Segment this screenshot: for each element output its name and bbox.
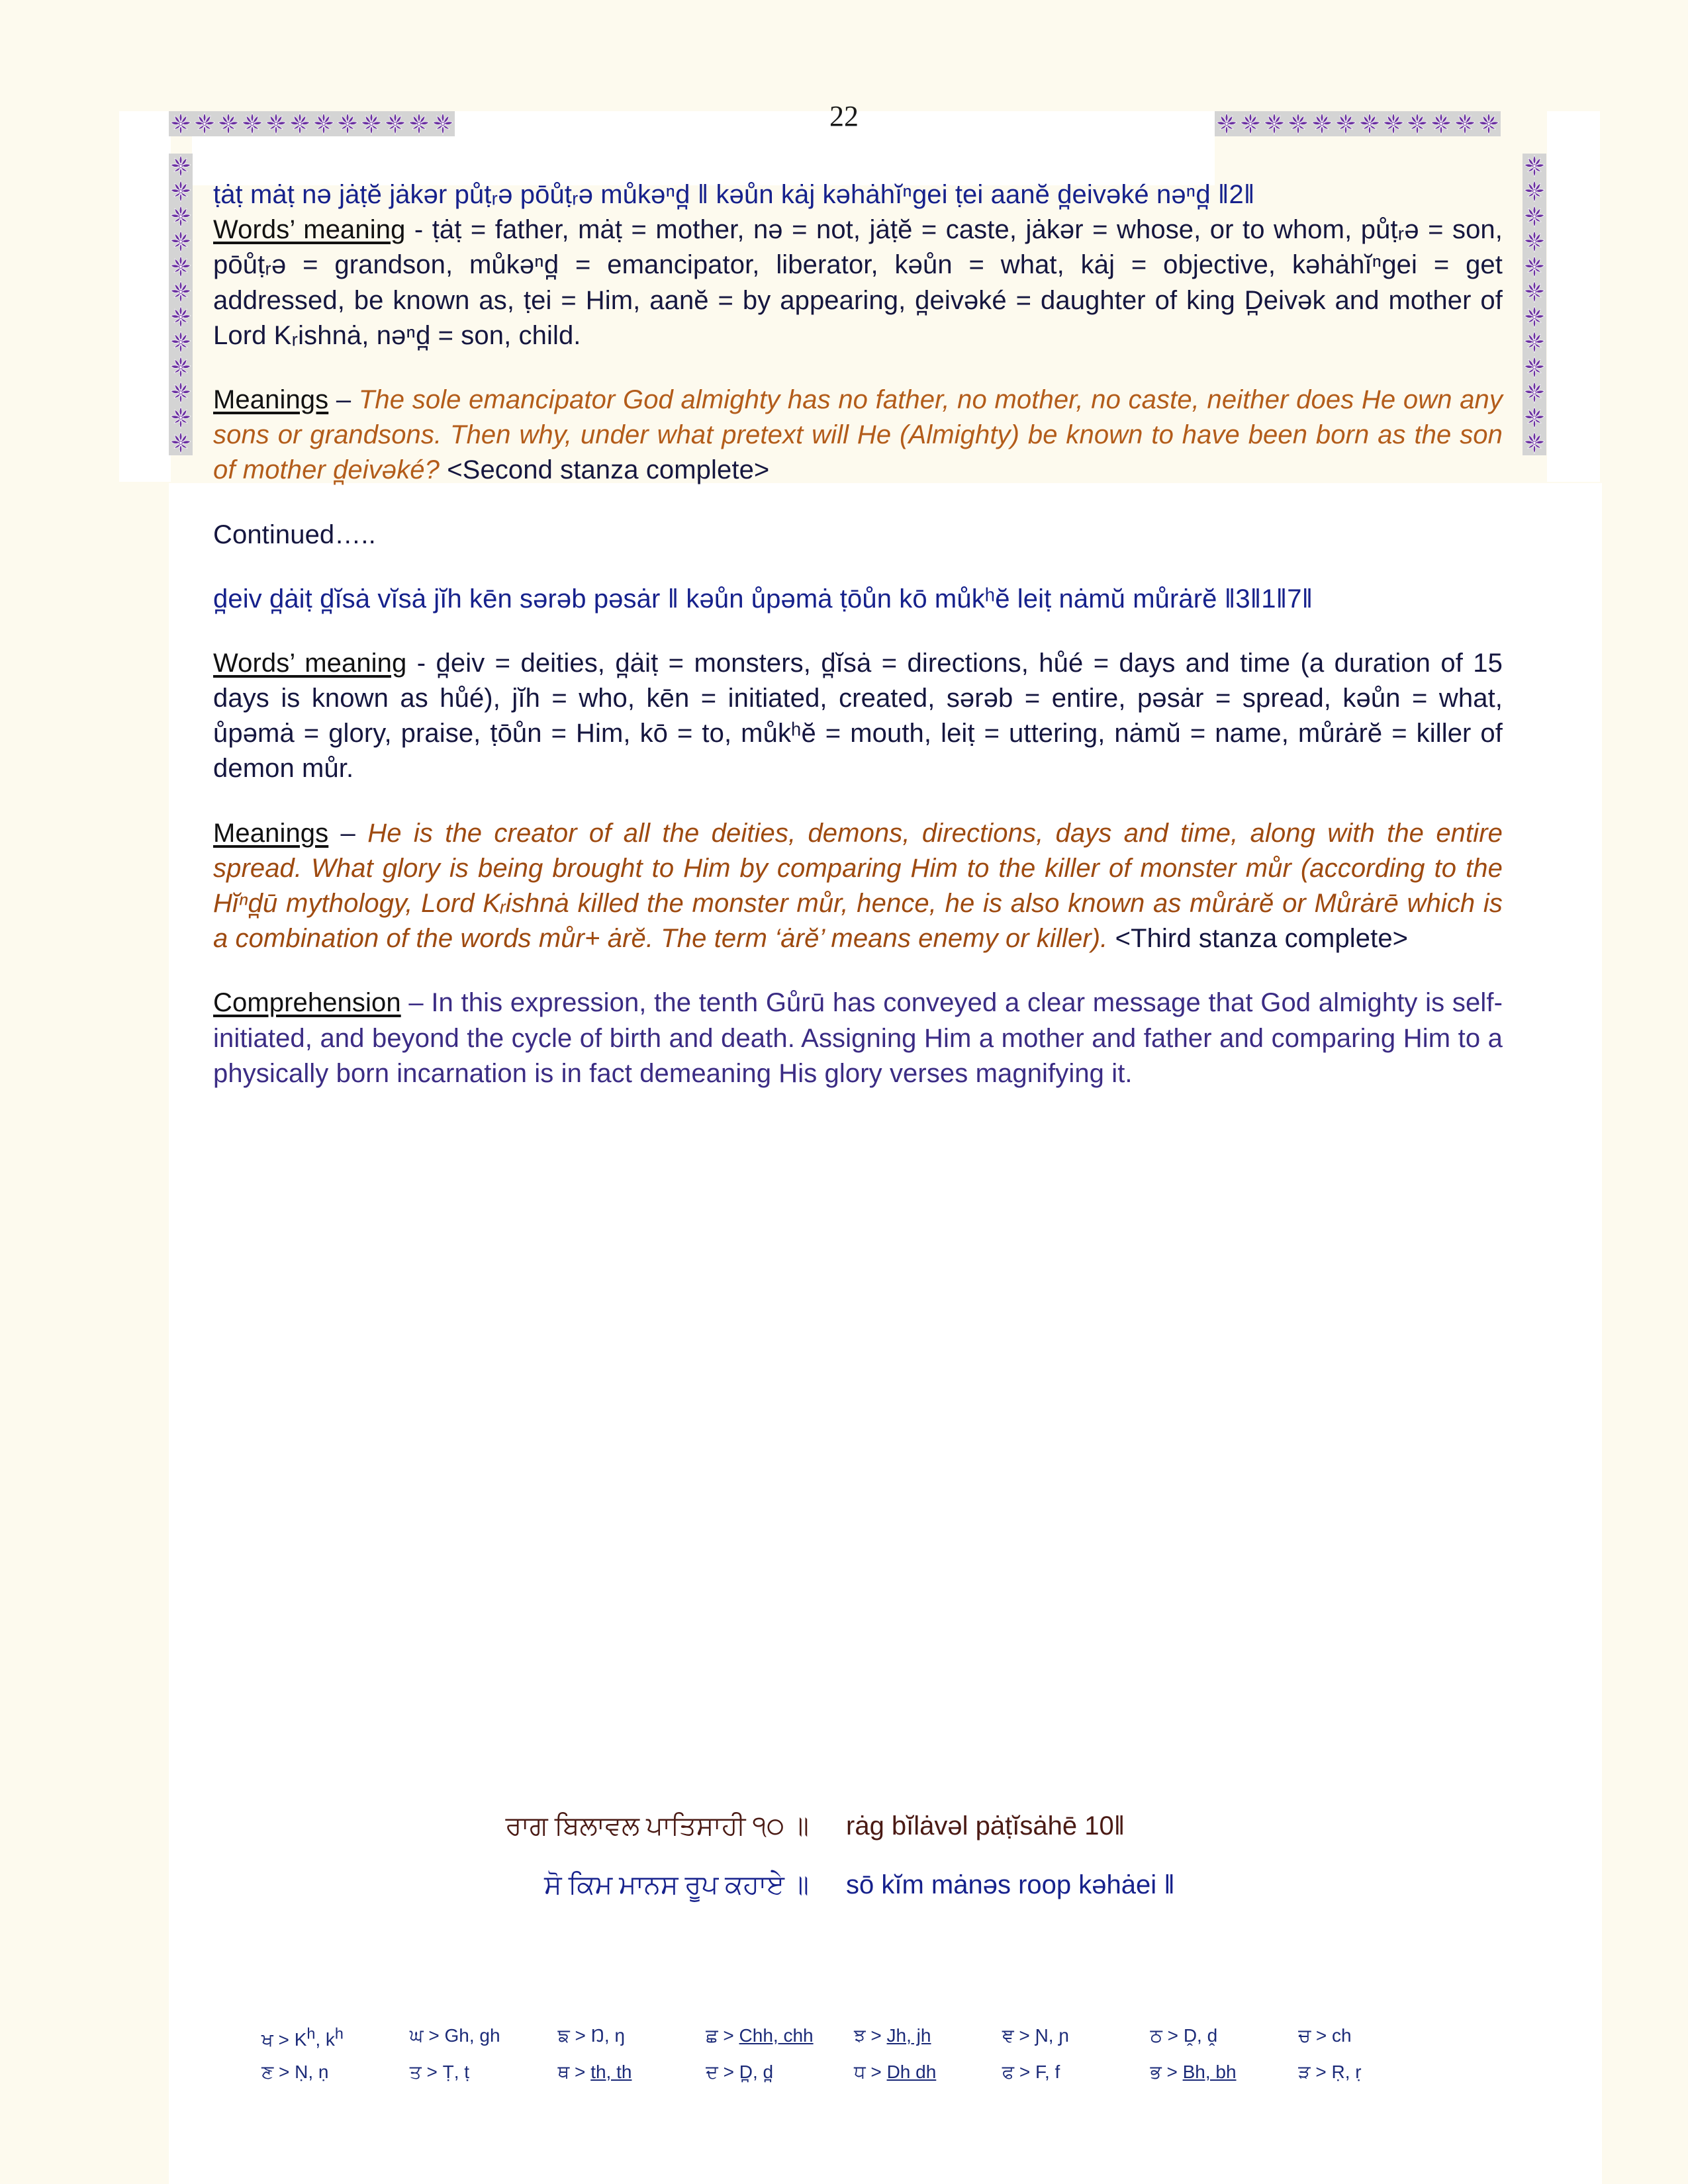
couplet-gurmukhi: ਰਾਗ ਬਿਲਾਵਲ ਪਾਤਿਸਾਹੀ ੧੦ ॥: [505, 1811, 809, 1841]
ornament-border-right: [1523, 154, 1546, 455]
meanings-label-2: Meanings: [213, 818, 329, 848]
legend-entry: [410, 2062, 558, 2083]
ornament-tile: [1523, 355, 1546, 380]
legend-gurmukhi: ਙ: [557, 2025, 570, 2046]
couplet-transliteration: sō kĭm mȧnəs roop kəhȧei ǁ: [846, 1870, 1175, 1899]
legend-entry: [558, 2062, 706, 2083]
legend-roman: Ṇ, ṇ: [295, 2062, 329, 2083]
ornament-tile: [169, 330, 193, 355]
meanings-tail-2: <Third stanza complete>: [1107, 924, 1409, 954]
legend-arrow: >: [718, 2062, 739, 2083]
legend-arrow: >: [421, 2062, 443, 2083]
legend-gurmukhi: ੜ: [1298, 2062, 1311, 2083]
stanza3-meanings: [213, 816, 1503, 957]
stanza2-meanings: [213, 383, 1503, 488]
legend-entry: [1002, 2062, 1150, 2083]
legend-roman: Ḓ, ḓ: [1183, 2025, 1218, 2046]
meanings-dash-2: –: [328, 818, 368, 848]
legend-arrow: >: [273, 2029, 295, 2050]
legend-arrow: >: [1311, 2025, 1333, 2046]
comprehension-dash: –: [400, 988, 432, 1018]
legend-roman: Chh, chh: [739, 2025, 814, 2046]
meanings-body-2: He is the creator of all the deities, demons, directions, days and time, along with the entire spread. What glory is being brought to Him by comparing Him to the killer of monster můr (according to the Hĭⁿd̪ū mythology, Lord Kᵣishnȧ killed the monster můr, hence, he is also known as můrȧrĕ or Můrȧrē which is a combination of the words můr+ ȧrĕ. The term ‘ȧrĕ’ means enemy or killer).: [213, 818, 1503, 954]
legend-gurmukhi: ਞ: [1002, 2025, 1014, 2046]
ornament-tile: [1523, 405, 1546, 430]
couplet-row: [213, 1869, 1503, 1900]
comprehension-body: In this expression, the tenth Gůrū has conveyed a clear message that God almighty is self-initiated, and beyond the cycle of birth and death. Assigning Him a mother and father and comparing Him to a physically born incarnation is in fact demeaning His glory verses magnifying it.: [213, 988, 1503, 1088]
legend-gurmukhi: ਚ: [1298, 2025, 1311, 2046]
legend-arrow: >: [569, 2062, 591, 2083]
legend-roman: Ɲ, ɲ: [1035, 2025, 1069, 2046]
transliteration-legend: [261, 2025, 1446, 2083]
continued-note: [213, 518, 1503, 553]
legend-entry: [706, 2062, 854, 2083]
legend-entry: [1150, 2062, 1299, 2083]
legend-arrow: >: [865, 2062, 887, 2083]
legend-arrow: >: [718, 2025, 739, 2046]
ornament-tile: [169, 279, 193, 304]
legend-gurmukhi: ਥ: [557, 2062, 570, 2083]
legend-gurmukhi: ਠ: [1150, 2025, 1162, 2046]
ornament-tile: [1523, 229, 1546, 254]
legend-arrow: >: [1161, 2062, 1183, 2083]
ornament-tile: [169, 229, 193, 254]
legend-arrow: >: [865, 2025, 887, 2046]
legend-gurmukhi: ਣ: [261, 2062, 274, 2083]
legend-entry: [1150, 2025, 1299, 2051]
legend-roman: th, th: [590, 2062, 632, 2083]
meanings-label: Meanings: [213, 385, 329, 414]
legend-arrow: >: [1310, 2062, 1332, 2083]
stanza3-verse: [213, 582, 1503, 617]
legend-roman: F, f: [1035, 2062, 1060, 2083]
legend-roman: Ŋ, ŋ: [590, 2025, 625, 2046]
ornament-tile: [169, 380, 193, 405]
legend-entry: [854, 2062, 1002, 2083]
stanza3-words-meaning: [213, 646, 1503, 787]
legend-gurmukhi: ਧ: [854, 2062, 866, 2083]
legend-roman: Ṭ, ṭ: [442, 2062, 470, 2083]
couplet-transliteration: rȧg bĭlȧvəl pȧṭĭsȧhē 10ǁ: [846, 1811, 1125, 1841]
legend-gurmukhi: ਛ: [706, 2025, 718, 2046]
meanings-tail: <Second stanza complete>: [440, 455, 770, 485]
ornament-tile: [169, 355, 193, 380]
ornament-tile: [1523, 279, 1546, 304]
legend-gurmukhi: ਘ: [409, 2025, 424, 2046]
ornament-tile: [169, 179, 193, 204]
legend-entry: [558, 2025, 706, 2051]
legend-row: [261, 2062, 1446, 2083]
ornament-tile: [169, 304, 193, 330]
comprehension-block: [213, 985, 1503, 1091]
page-number: 22: [829, 100, 859, 132]
legend-gurmukhi: ਭ: [1150, 2062, 1162, 2083]
continued-text: Continued…..: [213, 520, 376, 549]
legend-entry: [261, 2025, 410, 2051]
ornament-tile: [1523, 204, 1546, 229]
ornament-tile: [169, 430, 193, 455]
couplet-block: [213, 1810, 1503, 1900]
couplet-row: [213, 1810, 1503, 1841]
words-meaning-label-2: Words’ meaning: [213, 648, 407, 678]
words-meaning-body-2: - d̪eiv = deities, d̪ȧiṭ = monsters, d̪ĭsȧ = directions, hůé = days and time (a duration of 15 days is known as hůé), jĭh = who, kēn = initiated, created, sərəb = entire, pəsȧr = spread, kəůn = what, ůpəmȧ = glory, praise, ṭōůn = Him, kō = to, můkʰĕ = mouth, leiṭ = uttering, nȧmŭ = name, můrȧrĕ = killer of demon můr.: [213, 648, 1503, 784]
comprehension-label: Comprehension: [213, 988, 401, 1018]
ornament-tile: [169, 405, 193, 430]
legend-entry: [1298, 2025, 1446, 2051]
ornament-tile: [1523, 330, 1546, 355]
legend-entry: [1298, 2062, 1446, 2083]
legend-roman: Jh, jh: [886, 2025, 931, 2046]
border-mask-left: [119, 111, 171, 482]
legend-entry: [410, 2025, 558, 2051]
legend-gurmukhi: ਤ: [409, 2062, 422, 2083]
legend-gurmukhi: ਝ: [854, 2025, 866, 2046]
legend-arrow: >: [273, 2062, 295, 2083]
words-meaning-label: Words’ meaning: [213, 215, 406, 245]
ornament-tile: [169, 254, 193, 279]
meanings-dash: –: [328, 385, 359, 414]
legend-arrow: >: [1013, 2025, 1035, 2046]
legend-arrow: >: [569, 2025, 591, 2046]
legend-roman: Gh, gh: [444, 2025, 500, 2046]
legend-arrow: >: [423, 2025, 445, 2046]
ornament-tile: [1523, 154, 1546, 179]
ornament-tile: [1523, 254, 1546, 279]
words-meaning-body: - ṭȧṭ = father, mȧṭ = mother, nə = not, jȧṭĕ = caste, jȧkər = whose, or to whom, půṭᵣə = son, pōůṭᵣə = grandson, můkəⁿd̪ = emancipator, liberator, kəůn = what, kȧj = objective, kəhȧhĭⁿgei = get addressed, be known as, ṭei = Him, aanĕ = by appearing, d̪eivəké = daughter of king D̪eivək and mother of Lord Kᵣishnȧ, nəⁿd̪ = son, child.: [213, 215, 1503, 350]
stanza2-verse: [213, 177, 1503, 212]
legend-roman: Dh dh: [886, 2062, 937, 2083]
document-body: [213, 177, 1503, 1091]
legend-entry: [261, 2062, 410, 2083]
legend-entry: [706, 2025, 854, 2051]
stanza2-words-meaning: [213, 212, 1503, 353]
ornament-tile: [169, 204, 193, 229]
stanza2-verse-text: ṭȧṭ mȧṭ nə jȧṭĕ jȧkər půṭ‌ᵣə pōůṭ‌ᵣə můkəⁿd̪ ǁ kəůn kȧj kəhȧhĭⁿgei ṭei aanĕ d̪eivəké nəⁿd̪ ǁ2ǁ: [213, 180, 1255, 209]
border-mask-right: [1547, 111, 1600, 482]
legend-entry: [1002, 2025, 1150, 2051]
legend-gurmukhi: ਦ: [706, 2062, 718, 2083]
legend-gurmukhi: ਫ: [1002, 2062, 1015, 2083]
legend-roman: D̪, d̪: [739, 2062, 774, 2083]
legend-gurmukhi: ਖ: [261, 2029, 273, 2050]
legend-arrow: >: [1162, 2025, 1184, 2046]
ornament-tile: [1523, 304, 1546, 330]
legend-arrow: >: [1014, 2062, 1035, 2083]
ornament-border-left: [169, 154, 193, 455]
couplet-gurmukhi: ਸੋ ਕਿਮ ਮਾਨਸ ਰੂਪ ਕਹਾਏ ॥: [544, 1870, 809, 1899]
legend-roman: Ṛ, ṛ: [1331, 2062, 1362, 2083]
legend-roman: Bh, bh: [1182, 2062, 1237, 2083]
ornament-tile: [1523, 380, 1546, 405]
ornament-tile: [1523, 179, 1546, 204]
ornament-tile: [169, 154, 193, 179]
meanings-body: The sole emancipator God almighty has no father, no mother, no caste, neither does He own any sons or grandsons. Then why, under what pretext will He (Almighty) be known to have been born as the son of mother d̪eivəké?: [213, 385, 1503, 485]
legend-row: [261, 2025, 1446, 2051]
ornament-tile: [1523, 430, 1546, 455]
legend-roman: $K^h$, $k^h$: [294, 2025, 344, 2050]
legend-roman: ch: [1332, 2025, 1352, 2046]
legend-entry: [854, 2025, 1002, 2051]
stanza3-verse-text: d̪eiv d̪ȧiṭ d̪ĭsȧ vĭsȧ jĭh kēn sərəb pəsȧr ǁ kəůn ůpəmȧ ṭōůn kō můkʰĕ leiṭ nȧmŭ můrȧrĕ ǁ3ǁ1ǁ7ǁ: [213, 584, 1313, 614]
